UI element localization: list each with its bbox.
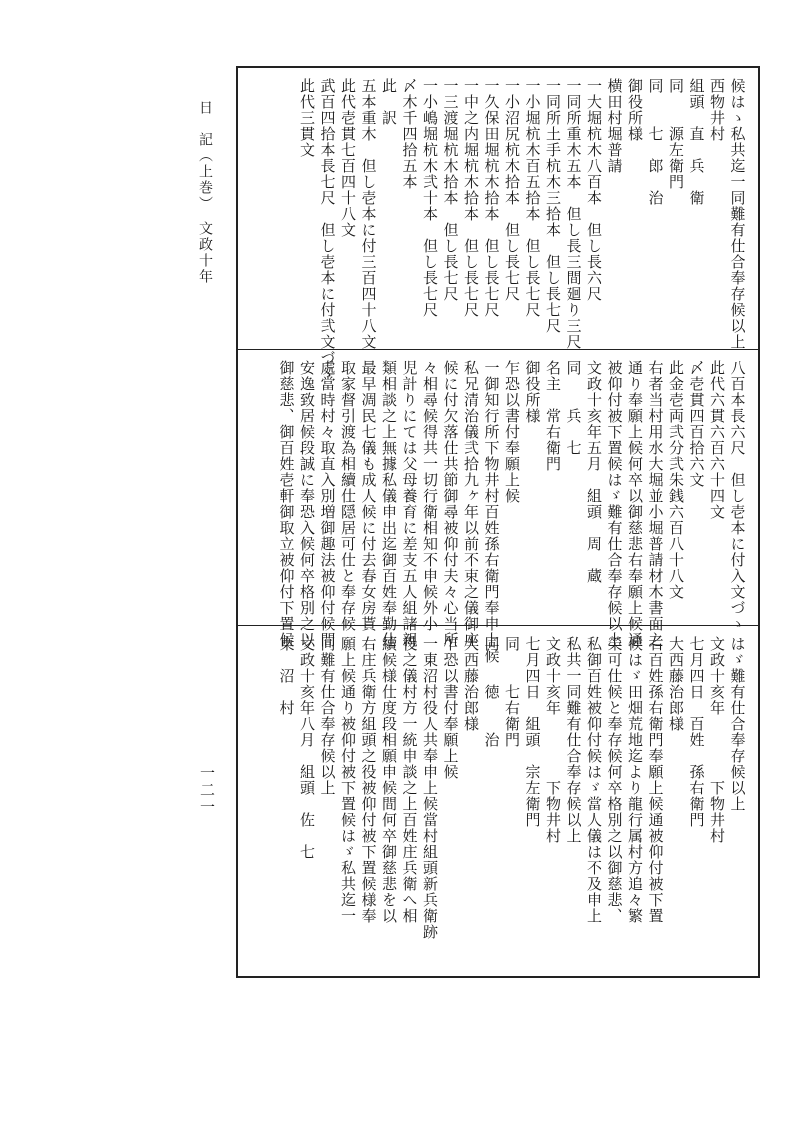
bottom-text-column: 同 徳 治 <box>482 636 501 748</box>
bottom-text-column: 大西藤治郎様 <box>462 636 480 732</box>
top-text-column: 候はゝ私共迄一同難有仕合奉存候以上 <box>728 78 747 350</box>
middle-text-column: 同 兵 七 <box>564 360 583 456</box>
bottom-text-column: 大西藤治郎様 <box>667 636 685 732</box>
bottom-text-column: 候はゞ田畑荒地迄より龍行属村方追々繁 <box>626 636 644 924</box>
middle-text-column: 右者当村用水大堀並小堀普請材木書面之 <box>646 360 665 648</box>
top-text-column: 〆木千四拾五本 <box>400 78 419 190</box>
top-text-column: 此代三貫文 <box>298 78 316 158</box>
top-text-column: 一大堀杭木八百本 但し長六尺 <box>585 78 603 302</box>
top-text-column: 横田村堀普請 <box>605 78 624 174</box>
middle-text-column: 児計りにては父母養育に差支五人組諸親 <box>400 360 419 648</box>
bottom-text-column: 一東沼村役人共奉申上候當村組頭新兵衛跡 <box>421 636 439 940</box>
bottom-text-column: 文政十亥年 下物井村 <box>708 636 726 844</box>
bottom-text-column: 七月四日 組頭 宗左衛門 <box>523 636 542 828</box>
bottom-text-column: 文政十亥年 下物井村 <box>544 636 562 844</box>
bottom-text-column: 榮可仕候と奉存候何卒格別之以御慈悲、 <box>605 636 624 924</box>
top-text-column: 一三渡堀杭木拾本 但し長七尺 <box>441 78 460 302</box>
middle-text-column: 御慈悲、御百姓壱軒御取立被仰付下置候 <box>277 360 296 648</box>
middle-text-column: 私兄清治儀弐拾九ヶ年以前不束之儀御座 <box>462 360 480 648</box>
top-text-column: 西物井村 <box>708 78 726 142</box>
middle-text-column: 〆壱貫四百拾六文 <box>687 360 706 488</box>
middle-text-column: 處當時村々取直入別増御趣法被仰付候間 <box>318 360 337 648</box>
top-text-column: 一同所重木五本 但し長三間廻り三尺 <box>564 78 583 350</box>
bottom-text-column: 私共一同難有仕合奉存候以上 <box>564 636 583 844</box>
bottom-text-column: 役之儀村方一統申談之上百姓庄兵衛へ相 <box>400 636 419 924</box>
page-number: 一二一 <box>198 765 216 816</box>
top-text-column: 同 源左衛門 <box>667 78 685 190</box>
bottom-text-column: 乍恐以書付奉願上候 <box>441 636 460 780</box>
top-text-column: 一中之内堀杭木拾本 但し長七尺 <box>462 78 480 318</box>
middle-text-column: 名主 常右衛門 <box>544 360 562 472</box>
middle-text-column: 被仰付被下置候はゞ難有仕合奉存候以上 <box>605 360 624 648</box>
top-text-column: 一久保田堀杭木拾本 但し長七尺 <box>482 78 501 318</box>
middle-text-column: 安逸致居候段誠に奉恐入候何卒格別之以 <box>298 360 316 648</box>
bottom-text-column: 東 沼 村 <box>277 636 296 716</box>
top-text-column: 一小堀杭木百五拾本 但し長七尺 <box>523 78 542 318</box>
top-text-column: 一小嶋堀杭木弐十本 但し長七尺 <box>421 78 439 318</box>
bottom-text-column: 右百姓孫右衛門奉願上候通被仰付被下置 <box>646 636 665 924</box>
section-divider-top <box>236 349 760 350</box>
middle-text-column: 最早凋民七儀も成人候に付去春女房貰 <box>359 360 378 632</box>
middle-text-column: 類相談之上無據私儀申出迄御百姓奉勤仕 <box>380 360 398 648</box>
bottom-text-column: 七月四日 百姓 孫右衛門 <box>687 636 706 828</box>
middle-text-column: 此代六貫六百六十四文 <box>708 360 726 520</box>
middle-text-column: 八百本長六尺 但し壱本に付入文づゝ <box>728 360 747 632</box>
top-text-column: 五本重木 但し壱本に付三百四十八文 <box>359 78 378 350</box>
middle-text-column: 乍恐以書付奉願上候 <box>503 360 521 504</box>
middle-text-column: 々相尋候得共一切行衛相知不申候外小 <box>421 360 439 632</box>
top-text-column: 武百四拾本長七尺 但し壱本に付弐文づゝ <box>318 78 337 382</box>
bottom-text-column: 右庄兵衛方組頭之役被仰付被下置候様奉 <box>359 636 378 924</box>
bottom-text-column: はゞ難有仕合奉存候以上 <box>728 636 747 812</box>
middle-text-column: 一御知行所下物井村百姓孫右衛門奉申上候 <box>482 360 501 664</box>
bottom-text-column: 同難有仕合奉存候以上 <box>318 636 337 796</box>
top-text-column: 此代壱貫七百四十八文 <box>339 78 357 238</box>
top-text-column: 一同所土手杭木三拾本 但し長七尺 <box>544 78 562 334</box>
top-text-column: 一小沼尻杭木拾本 但し長七尺 <box>503 78 521 302</box>
bottom-text-column: 文政十亥年八月 組頭 佐 七 <box>298 636 316 860</box>
top-text-column: 同 七 郎 治 <box>646 78 665 206</box>
bottom-text-column: 同 七右衛門 <box>503 636 521 748</box>
middle-text-column: 文政十亥年五月 組頭 周 蔵 <box>585 360 603 584</box>
middle-text-column: 取家督引渡為相續仕隠居可仕と奉存候 <box>339 360 357 632</box>
running-footer: 日 記（上巻） 文政十年 <box>197 100 213 285</box>
top-text-column: 御役所様 <box>626 78 644 142</box>
top-text-column: 此 訳 <box>380 78 398 126</box>
bottom-text-column: 私御百姓被仰付候はゞ當人儀は不及申上 <box>585 636 603 924</box>
top-text-column: 組頭 直 兵 衛 <box>687 78 706 206</box>
middle-text-column: 候に付欠落仕共節御尋被仰付夫々心当所 <box>441 360 460 648</box>
middle-text-column: 御役所様 <box>523 360 542 424</box>
middle-text-column: 通り奉願上候何卒以御慈悲右奉願上候通 <box>626 360 644 648</box>
bottom-text-column: 願上候通り被仰付被下置候はゞ私共迄一 <box>339 636 357 924</box>
bottom-text-column: 續候様仕度段相願申候間何卒御慈悲を以 <box>380 636 398 924</box>
middle-text-column: 此金壱両弐分弐朱銭六百八十八文 <box>667 360 685 600</box>
